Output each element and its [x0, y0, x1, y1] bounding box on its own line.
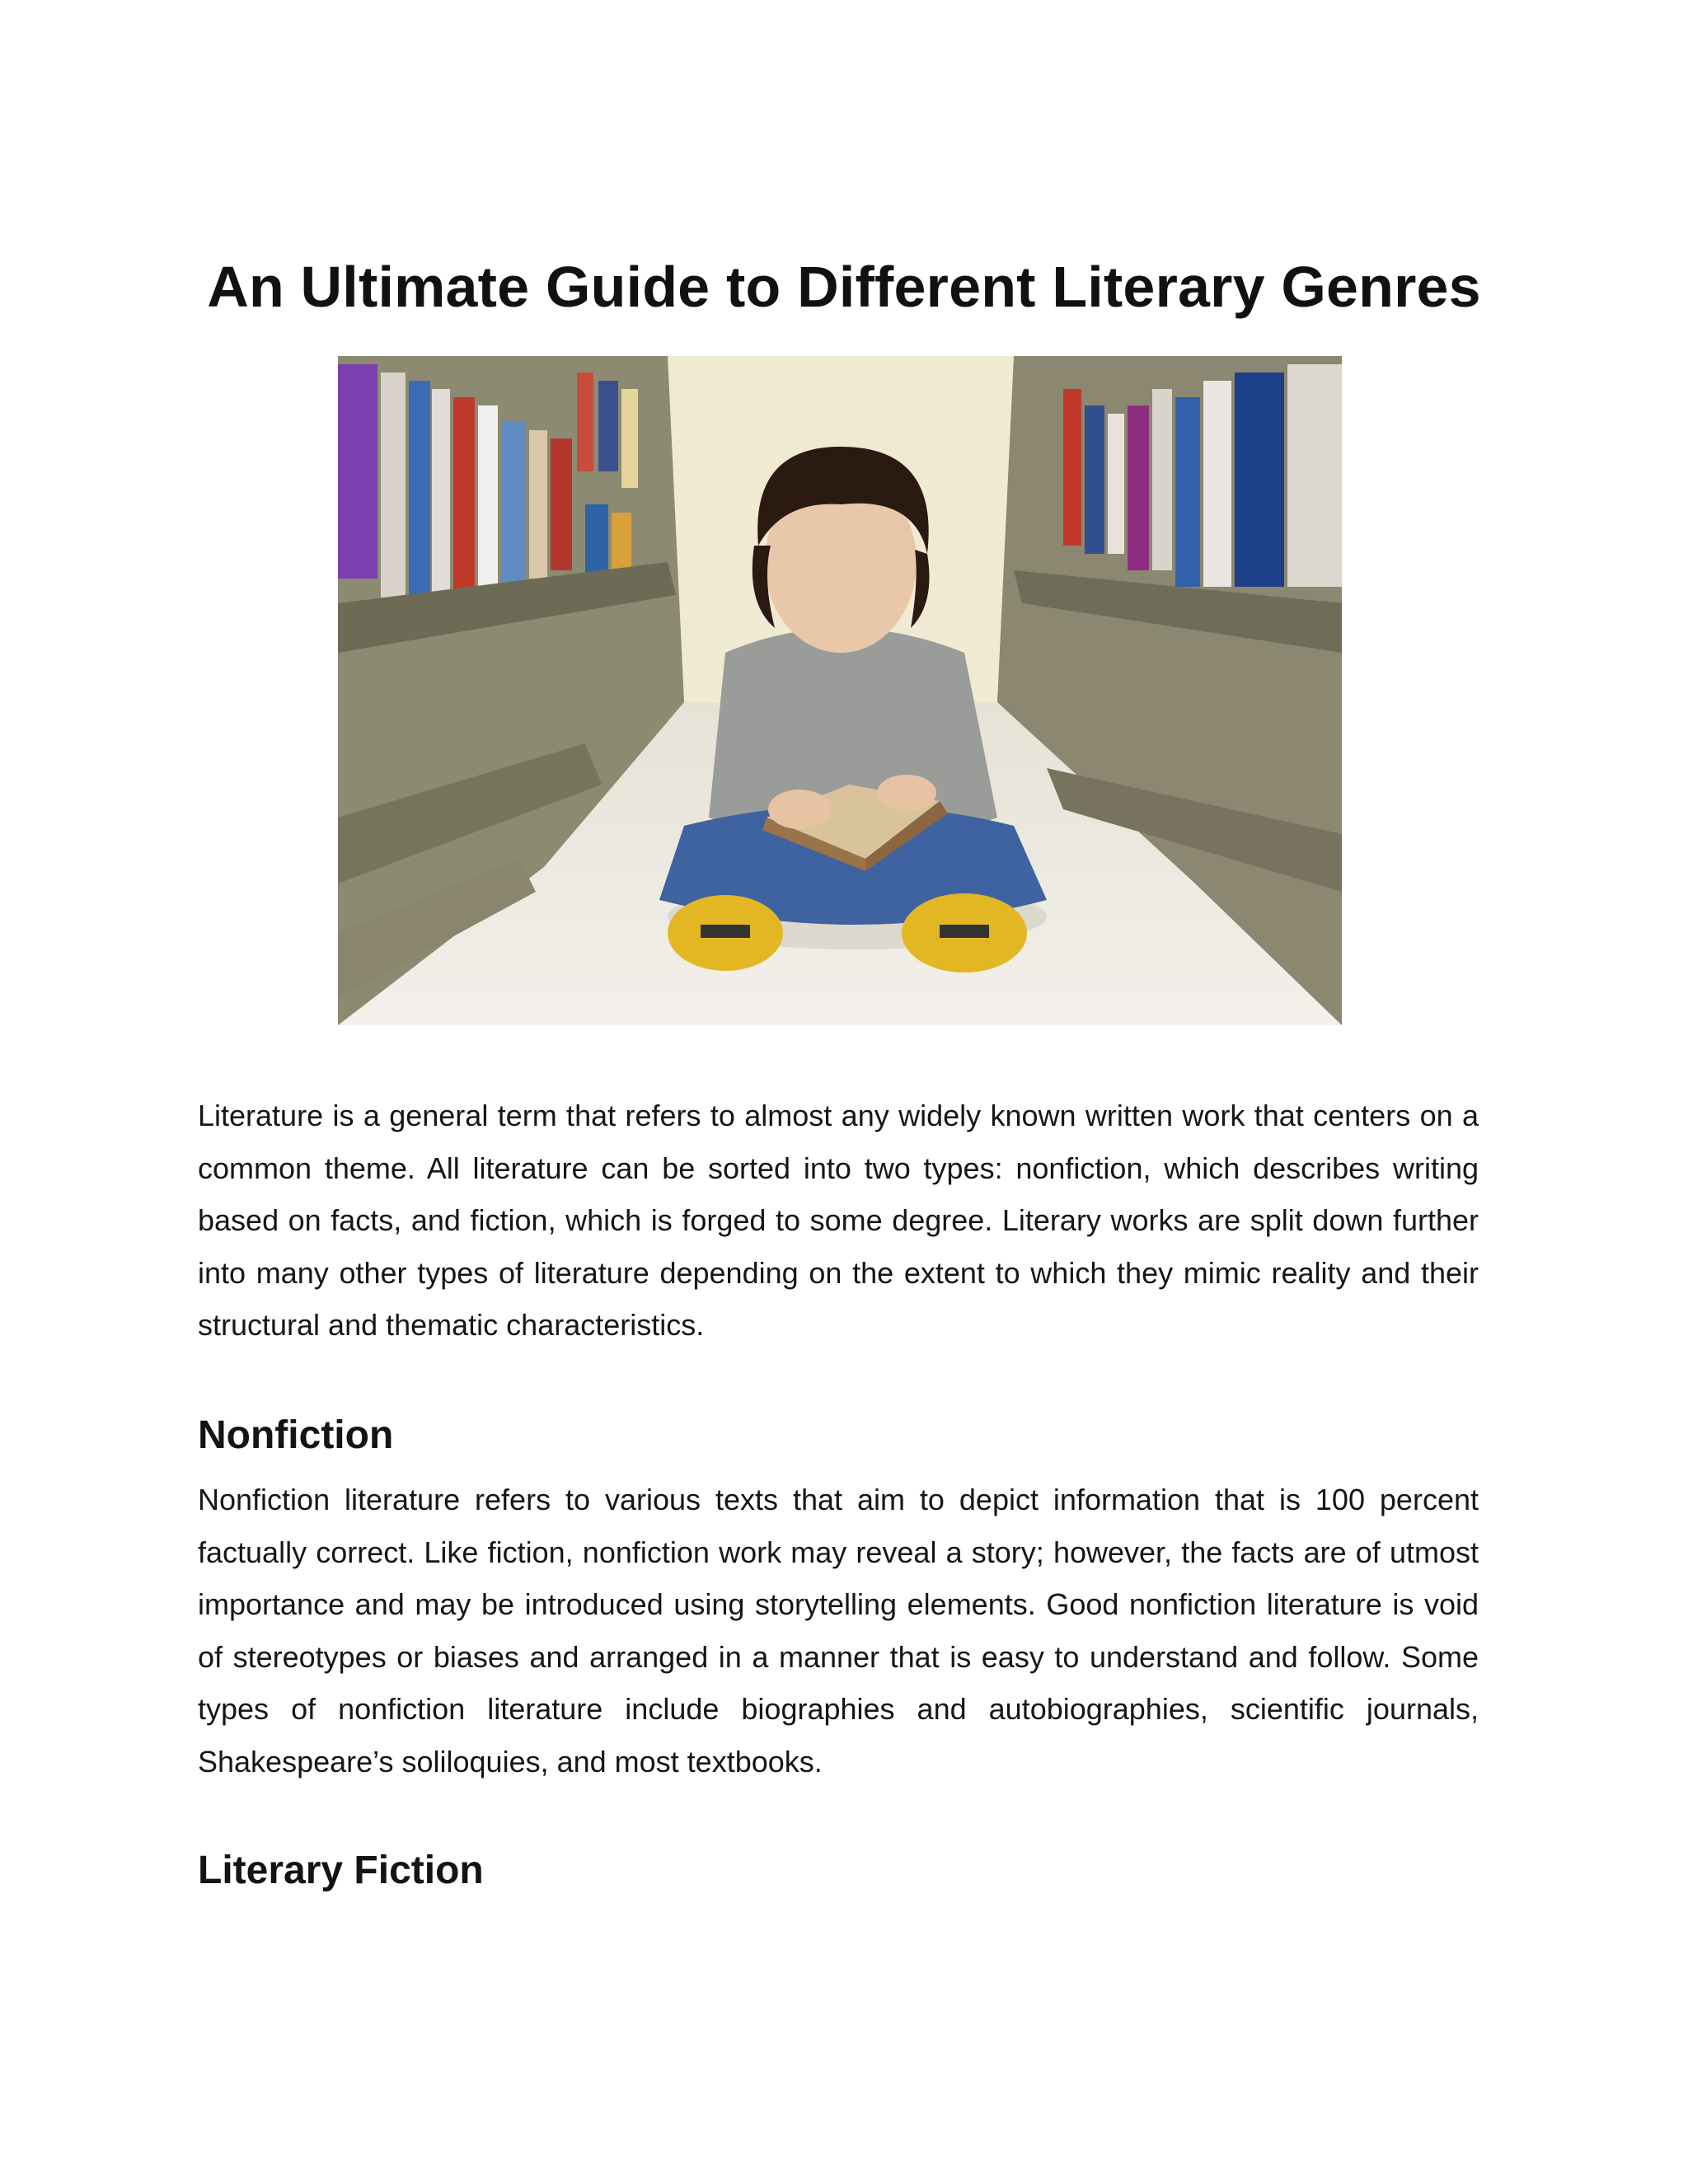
- photo-child-reading-icon: [338, 356, 1342, 1025]
- intro-paragraph: Literature is a general term that refers to almost any widely known written work that centers on a common theme. All literature can be sorted into two types: nonfiction, which describes writing based on facts, and fiction, which is forged to some degree. Literary works are split down further into many other types of literature depending on the extent to which they mimic reality and their structural and thematic characteristics.: [198, 1099, 1479, 1342]
- section-heading-literary-fiction: Literary Fiction: [198, 1849, 484, 1892]
- nonfiction-paragraph: Nonfiction literature refers to various texts that aim to depict information that is 100 percent factually correct. Like fiction, nonfiction work may reveal a story; however, the facts are of utmost importance and may be introduced using storytelling elements. Good nonfiction literature is void of stereotypes or biases and arranged in a manner that is easy to understand and follow. Some types of nonfiction literature include biographies and autobiographies, scientific journals, Shakespeare’s soliloquies, and most textbooks.: [198, 1483, 1479, 1779]
- section-heading-nonfiction: Nonfiction: [198, 1413, 394, 1457]
- child-reading-photo: [338, 356, 1342, 1025]
- page-title: An Ultimate Guide to Different Literary Genres: [207, 255, 1481, 319]
